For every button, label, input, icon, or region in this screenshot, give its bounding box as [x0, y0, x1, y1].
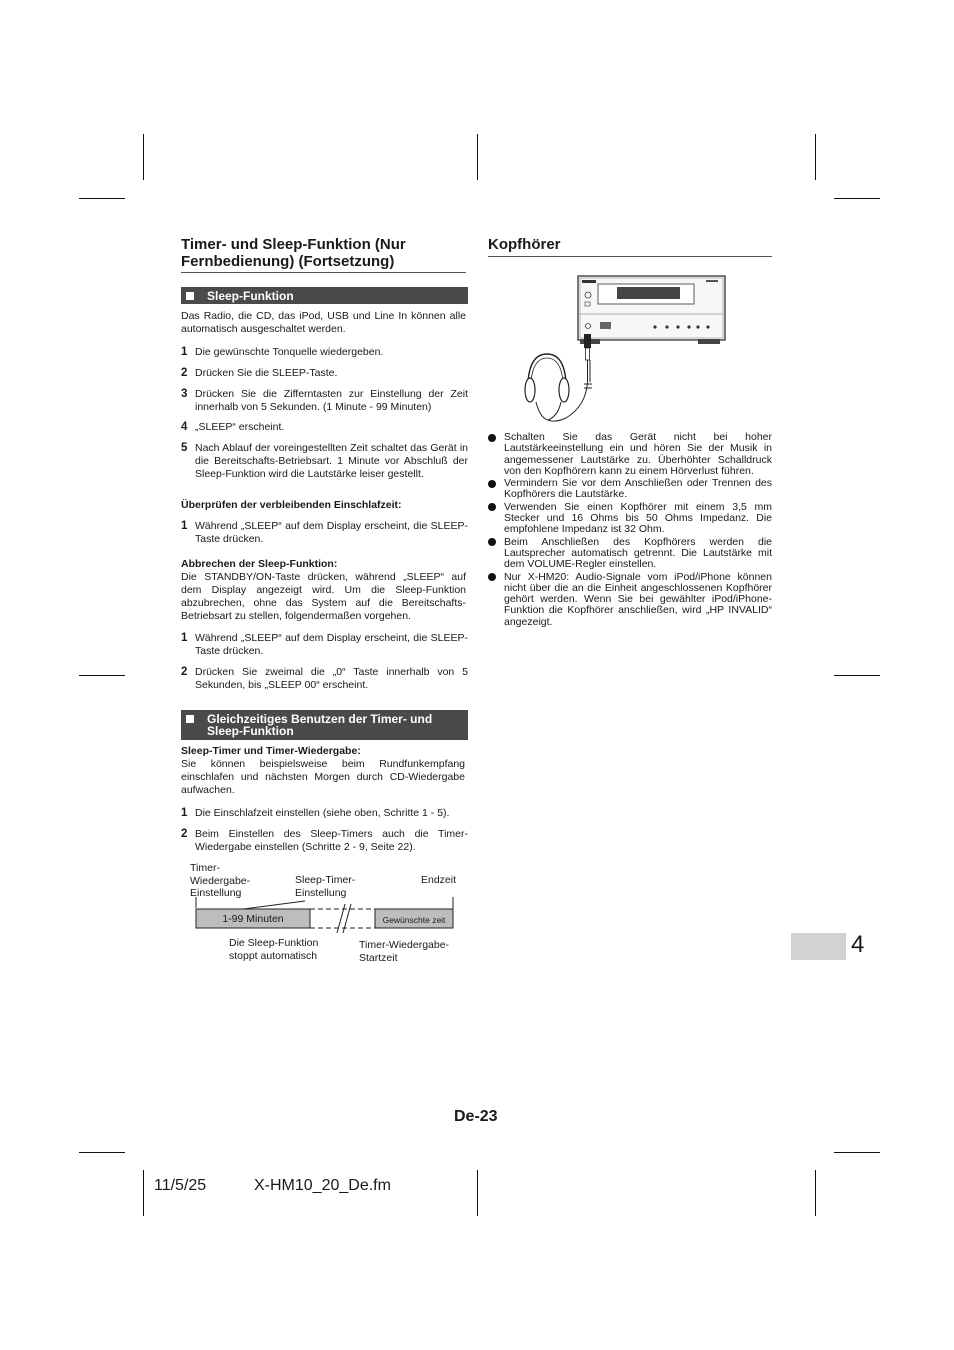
diagram-label-line: Die Sleep-Funktion — [229, 937, 319, 949]
step-text: Die gewünschte Tonquelle wiedergeben. — [195, 346, 384, 358]
step-text: Beim Einstellen des Sleep-Timers auch die Timer-Wiedergabe einstellen (Schritte 2 - 9, Seite 22). — [195, 828, 468, 853]
square-bullet-icon — [186, 715, 194, 723]
step-text: Während „SLEEP“ auf dem Display erscheint, die SLEEP-Taste drücken. — [195, 632, 468, 657]
diagram-label-line: Einstellung — [295, 886, 347, 899]
square-bullet-icon — [186, 292, 194, 300]
step-number: 1 — [181, 807, 188, 819]
chapter-tab — [791, 933, 846, 960]
bar-label: Sleep-Funktion — [207, 724, 294, 738]
step-item — [181, 388, 468, 414]
desired-time-box: Gewünschte zeit — [382, 915, 446, 925]
check-heading: Überprüfen der verbleibenden Einschlafzeit: — [181, 499, 402, 511]
step-number: 1 — [181, 632, 188, 644]
step-number: 2 — [181, 666, 188, 678]
crop-mark — [834, 1152, 880, 1153]
list-item: Vermindern Sie vor dem Anschließen oder Trennen des Kopfhörers die Lautstärke. — [488, 478, 772, 501]
diagram-label-line: Sleep-Timer- — [295, 874, 356, 886]
diagram-label-line: Einstellung — [190, 887, 242, 899]
diagram-label-line: Timer- — [190, 862, 220, 874]
footer-filename: X-HM10_20_De.fm — [254, 1177, 391, 1194]
step-item — [181, 346, 468, 359]
diagram-label-line: Timer-Wiedergabe- — [359, 939, 450, 951]
title-rule — [488, 256, 772, 257]
combined-function-bar — [181, 710, 468, 740]
sleep-minutes-box: 1-99 Minuten — [222, 913, 284, 925]
step-item — [181, 666, 468, 692]
timer-start-label — [359, 939, 449, 964]
end-time-label: Endzeit — [421, 874, 457, 886]
step-item — [181, 807, 468, 820]
step-text: Die Einschlafzeit einstellen (siehe oben, Schritte 1 - 5). — [195, 807, 450, 819]
step-text: Während „SLEEP“ auf dem Display erscheint, die SLEEP-Taste drücken. — [195, 520, 468, 545]
crop-mark — [79, 198, 125, 199]
section-title — [181, 236, 471, 270]
cancel-text: Die STANDBY/ON-Taste drücken, während „SLEEP“ auf dem Display angezeigt wird. Um die Sleep-Funktion abzubrechen, ohne das System auf die Bereitschafts-Betriebsart zu stellen, folgendermaßen vorgehen. — [181, 571, 466, 622]
crop-mark — [834, 675, 880, 676]
crop-mark — [143, 134, 144, 180]
step-text: „SLEEP“ erscheint. — [195, 421, 285, 433]
sleep-function-bar — [181, 287, 468, 304]
bar-label: Gleichzeitiges Benutzen der Timer- und — [207, 712, 433, 726]
crop-mark — [815, 134, 816, 180]
step-item — [181, 367, 468, 380]
footer-date: 11/5/25 — [154, 1177, 207, 1194]
step-text: Nach Ablauf der voreingestellten Zeit schaltet das Gerät in die Bereitschafts-Betriebsart. 1 Minute vor Abschluß der Sleep-Funktion wird die Lautstärke leiser gestellt. — [195, 442, 468, 480]
step-text: Drücken Sie die Zifferntasten zur Einstellung der Zeit innerhalb von 5 Sekunden. (1 Minute - 99 Minuten) — [195, 388, 468, 413]
headphone-connection-illustration — [520, 272, 732, 427]
headphones-title: Kopfhörer — [488, 236, 561, 253]
cancel-heading: Abbrechen der Sleep-Funktion: — [181, 558, 338, 570]
combined-text: Sie können beispielsweise beim Rundfunkempfang einschlafen und nächsten Morgen durch CD-Wiedergabe aufwachen. — [181, 758, 465, 796]
list-item: Beim Anschließen des Kopfhörers werden die Lautsprecher automatisch getrennt. Die Lautstärke mit dem VOLUME-Regler einstellen. — [488, 537, 772, 571]
section-title-line: Fernbedienung) (Fortsetzung) — [181, 253, 395, 270]
step-item — [181, 632, 468, 658]
crop-mark — [815, 1170, 816, 1216]
section-title-line: Timer- und Sleep-Funktion (Nur — [181, 236, 406, 253]
step-number: 3 — [181, 388, 188, 400]
bar-label: Sleep-Funktion — [207, 289, 294, 303]
list-item: Schalten Sie das Gerät nicht bei hoher Lautstärkeeinstellung ein und hören Sie der Musik in angemessener Lautstärke zu. Überhöhter Schalldruck von den Kopfhörern kann zu einem Hörverlust führen. — [488, 432, 772, 477]
step-number: 5 — [181, 442, 188, 454]
combined-heading: Sleep-Timer und Timer-Wiedergabe: — [181, 745, 361, 757]
intro-text: Das Radio, die CD, das iPod, USB und Line In können alle automatisch ausgeschaltet werden. — [181, 310, 466, 335]
crop-mark — [143, 1170, 144, 1216]
headphones-bullet-list — [488, 432, 772, 629]
list-item: Verwenden Sie einen Kopfhörer mit einem 3,5 mm Stecker und 16 Ohms bis 50 Ohms Impedanz. Die empfohlene Impedanz ist 32 Ohm. — [488, 502, 772, 536]
diagram-label-line: Startzeit — [359, 951, 398, 964]
step-number: 2 — [181, 367, 188, 379]
step-number: 1 — [181, 346, 188, 358]
step-number: 2 — [181, 828, 188, 840]
step-item — [181, 520, 468, 546]
step-text: Drücken Sie die SLEEP-Taste. — [195, 367, 338, 379]
title-rule — [181, 272, 466, 273]
diagram-label-line: Wiedergabe- — [190, 874, 251, 887]
crop-mark — [477, 134, 478, 180]
crop-mark — [477, 1170, 478, 1216]
crop-mark — [79, 675, 125, 676]
step-item — [181, 421, 468, 434]
diagram-label-line: stoppt automatisch — [229, 949, 318, 962]
step-item — [181, 442, 468, 481]
crop-mark — [79, 1152, 125, 1153]
page-number: De-23 — [454, 1108, 498, 1125]
step-item — [181, 828, 468, 854]
timer-playback-label — [190, 862, 250, 900]
step-number: 1 — [181, 520, 188, 532]
list-item: Nur X-HM20: Audio-Signale vom iPod/iPhone können nicht über die an die Einheit angeschlossenen Kopfhörer gehört werden. Wenn Sie bei gewählter iPod/iPhone-Funktion die Kopfhörer anschließen, wird „HP INVALID“ angezeigt. — [488, 572, 772, 628]
step-text: Drücken Sie zweimal die „0“ Taste innerhalb von 5 Sekunden, bis „SLEEP 00“ erscheint. — [195, 666, 468, 691]
step-number: 4 — [181, 421, 188, 433]
crop-mark — [834, 198, 880, 199]
chapter-number: 4 — [851, 931, 865, 958]
sleep-stop-label — [229, 937, 318, 962]
